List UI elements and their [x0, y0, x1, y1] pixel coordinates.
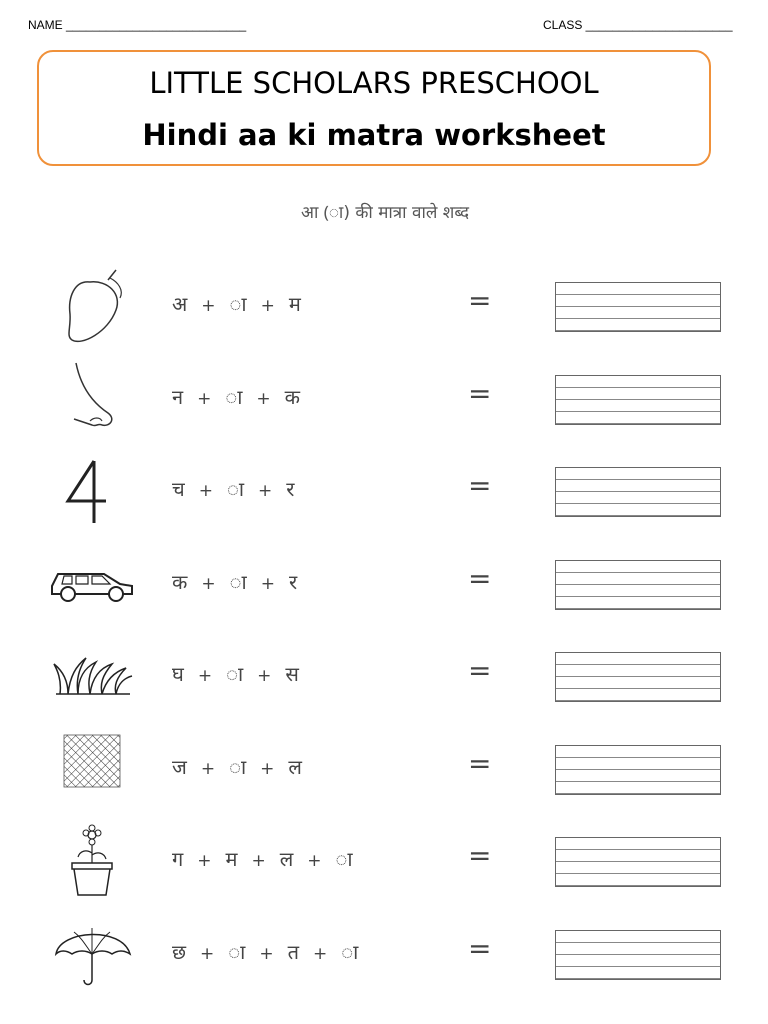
plus-sign: +	[197, 851, 212, 871]
mango-icon	[46, 268, 138, 348]
answer-writing-box[interactable]	[555, 837, 721, 887]
car-icon	[46, 546, 138, 626]
letter-equation	[172, 475, 308, 502]
letter-equation	[172, 938, 372, 965]
letter-token: अ	[172, 292, 188, 316]
answer-writing-box[interactable]	[555, 560, 721, 610]
exercise-row	[0, 278, 768, 338]
exercise-row	[0, 463, 768, 523]
letter-token: म	[225, 847, 238, 871]
letter-equation	[172, 383, 314, 410]
letter-equation	[172, 753, 316, 780]
plus-sign: +	[200, 759, 216, 779]
plus-sign: +	[198, 481, 213, 501]
letter-token: ा	[226, 662, 244, 686]
letter-token: ा	[226, 477, 245, 501]
answer-writing-box[interactable]	[555, 282, 721, 332]
plus-sign: +	[260, 574, 275, 594]
nose-icon	[46, 361, 138, 441]
answer-writing-box[interactable]	[555, 652, 721, 702]
answer-writing-box[interactable]	[555, 375, 721, 425]
plus-sign: +	[201, 574, 216, 594]
plus-sign: +	[251, 851, 266, 871]
equals-sign: =	[468, 377, 492, 410]
equals-sign: =	[468, 747, 492, 780]
exercise-row	[0, 926, 768, 986]
letter-token: ा	[335, 847, 353, 871]
letter-token: घ	[172, 662, 184, 686]
letter-token: च	[172, 477, 185, 501]
letter-token: ा	[229, 570, 247, 594]
plus-sign: +	[258, 481, 273, 501]
letter-equation	[172, 660, 313, 687]
letter-token: क	[284, 385, 301, 409]
letter-token: ा	[228, 940, 246, 964]
plus-sign: +	[260, 296, 275, 316]
letter-token: म	[288, 292, 301, 316]
letter-token: ा	[341, 940, 359, 964]
exercise-row	[0, 556, 768, 616]
exercise-row	[0, 833, 768, 893]
answer-writing-box[interactable]	[555, 745, 721, 795]
plus-sign: +	[256, 389, 271, 409]
name-field[interactable]: NAME ___________________________	[28, 18, 247, 32]
letter-token: त	[287, 940, 299, 964]
flower-pot-icon	[46, 823, 138, 903]
exercise-row	[0, 371, 768, 431]
plus-sign: +	[200, 944, 215, 964]
equals-sign: =	[468, 932, 492, 965]
plus-sign: +	[197, 389, 212, 409]
equals-sign: =	[468, 839, 492, 872]
letter-token: ज	[172, 755, 187, 779]
plus-sign: +	[197, 666, 213, 686]
header-box	[37, 50, 711, 166]
letter-token: न	[172, 385, 184, 409]
worksheet-subtitle: आ (ा) की मात्रा वाले शब्द	[300, 203, 470, 223]
letter-equation	[172, 845, 367, 872]
answer-writing-box[interactable]	[555, 467, 721, 517]
letter-token: ा	[229, 292, 247, 316]
equals-sign: =	[468, 562, 492, 595]
letter-token: ल	[288, 755, 302, 779]
plus-sign: +	[307, 851, 322, 871]
letter-token: ा	[229, 755, 247, 779]
equals-sign: =	[468, 284, 492, 317]
letter-equation	[172, 568, 311, 595]
plus-sign: +	[313, 944, 328, 964]
letter-token: र	[288, 570, 298, 594]
plus-sign: +	[257, 666, 272, 686]
letter-token: र	[286, 477, 295, 501]
letter-token: क	[172, 570, 188, 594]
letter-token: स	[285, 662, 299, 686]
number-four-icon	[46, 453, 138, 533]
grass-icon	[46, 638, 138, 718]
school-name: LITTLE SCHOLARS PRESCHOOL	[149, 66, 599, 100]
equals-sign: =	[468, 469, 492, 502]
class-field[interactable]: CLASS ______________________	[543, 18, 733, 32]
worksheet-title: Hindi aa ki matra worksheet	[142, 118, 606, 152]
exercise-row	[0, 741, 768, 801]
plus-sign: +	[201, 296, 216, 316]
equals-sign: =	[468, 654, 492, 687]
letter-token: ा	[225, 385, 243, 409]
plus-sign: +	[260, 759, 275, 779]
answer-writing-box[interactable]	[555, 930, 721, 980]
exercise-row	[0, 648, 768, 708]
letter-token: ल	[279, 847, 294, 871]
letter-token: ग	[172, 847, 184, 871]
letter-equation	[172, 290, 315, 317]
umbrella-icon	[46, 916, 138, 996]
plus-sign: +	[259, 944, 274, 964]
letter-token: छ	[172, 940, 187, 964]
net-icon	[46, 731, 138, 811]
